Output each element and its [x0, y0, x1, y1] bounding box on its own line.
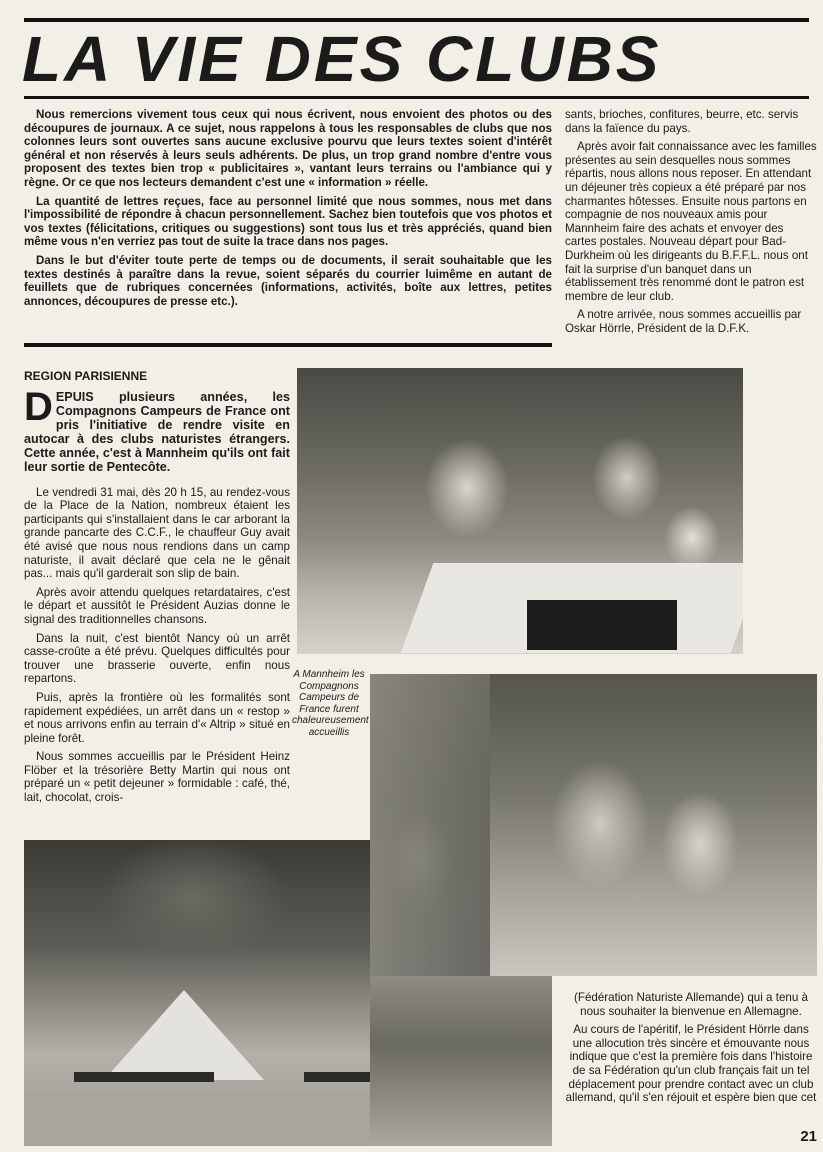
masthead-title: LA VIE DES CLUBS	[22, 23, 662, 95]
lead-text: EPUIS plusieurs années, les Compagnons Campeurs de France ont pris l'initiative de rendre visite en autocar à des clubs naturistes étrangers. Cette année, c'est à Mannheim qu'ils ont fait leur sortie de Pentecôte.	[24, 389, 290, 474]
editorial-paragraph-2: La quantité de lettres reçues, face au personnel limité que nous sommes, nous met dans l'impossibilité de répondre à chacun personnellement. Sachez bien toutefois que vos photos et vos textes (félicitations, critiques ou suggestions) sont tous lus et très appréciés, quand bien même vous n'en verriez pas tout de suite la trace dans nos pages.	[24, 194, 552, 249]
article-paragraph-1: Le vendredi 31 mai, dès 20 h 15, au rendez-vous de la Place de la Nation, nombreux étaient les participants qui s'installaient dans le car arborant la grande pancarte des C.C.F., le chauffeur Guy avait été avisé que nous nous rendions dans un camp naturiste, il avait déclaré que cela ne le gênait pas... mais qu'il garderait son slip de bain.	[24, 485, 290, 581]
photo-radio-shape	[527, 600, 677, 650]
bottom-right-paragraph-1: (Fédération Naturiste Allemande) qui a tenu à nous souhaiter la bienvenue en Allemagne.	[574, 991, 808, 1018]
bottom-right-paragraph-2: Au cours de l'apéritif, le Président Hörrle dans une allocution très sincère et émouvante nous indique que c'est la première fois dans l'histoire de sa Fédération qu'un club français fait un tel déplacement pour prendre contact avec un club allemand, qu'il s'en réjouit et espère bien que cet	[565, 1023, 817, 1105]
photo-group-at-table	[297, 368, 743, 654]
right-paragraph-1: sants, brioches, confitures, beurre, etc. servis dans la faïence du pays.	[565, 108, 799, 135]
right-paragraph-2: Après avoir fait connaissance avec les familles présentes au sein desquelles nous sommes répartis, nous allons nous reposer. En attendant un déjeuner très copieux a été préparé par nos charmantes hôtesses. Ensuite nous partons en compagnie de nos nouveaux amis pour Mannheim faire des achats et envoyer des cartes postales. Nouveau départ pour Bad-Durkheim où les dirigeants du B.F.F.L. nous ont fait la surprise d'un banquet dans un établissement très renommé dont le patron est membre de leur club.	[565, 140, 817, 303]
article-left-column	[24, 370, 290, 810]
ping-pong-table-right	[304, 1072, 370, 1082]
photo-campground-ping-pong	[24, 840, 370, 1146]
section-divider-rule	[24, 343, 552, 347]
article-paragraph-4: Puis, après la frontière où les formalités sont rapidement expédiées, un arrêt dans un « restop » et nous arrivons enfin au terrain d'« Altrip » situé en pleine forêt.	[24, 690, 290, 745]
page-number: 21	[800, 1128, 817, 1145]
photo-tent-triangle	[104, 990, 264, 1080]
ping-pong-table-left	[74, 1072, 214, 1082]
article-paragraph-2: Après avoir attendu quelques retardataires, c'est le départ et aussitôt le Président Auzias donne le signal des traditionnelles chansons.	[24, 585, 290, 626]
photo-grass-shape	[24, 1090, 370, 1146]
article-right-column-bottom	[565, 991, 817, 1110]
photo-tent-shape	[370, 674, 490, 976]
masthead-underline	[24, 96, 809, 99]
article-paragraph-5: Nous sommes accueillis par le Président Heinz Flöber et la trésorière Betty Martin qui nous ont préparé un « petit dejeuner » formidable : café, thé, lait, chocolat, crois-	[24, 750, 290, 805]
article-right-column-top	[565, 108, 817, 341]
editorial-paragraph-3: Dans le but d'éviter toute perte de temps ou de documents, il serait souhaitable que les textes destinés à paraître dans la revue, soient séparés du courrier luimême en autant de feuillets que de rubriques concernées (informations, activités, boîte aux lettres, petites annonces, découpures de presse etc.).	[24, 253, 552, 308]
top-rule	[24, 18, 809, 22]
photo-group-seated-outdoors	[370, 674, 817, 976]
right-paragraph-3: A notre arrivée, nous sommes accueillis par Oskar Hörrle, Président de la D.F.K.	[565, 308, 802, 335]
section-heading: REGION PARISIENNE	[24, 369, 148, 383]
editorial-notice	[24, 108, 552, 313]
drop-cap: D	[24, 384, 53, 429]
photo-caption: A Mannheim les Compagnons Campeurs de France furent chaleureusement accueillis	[292, 669, 369, 738]
editorial-paragraph-1: Nous remercions vivement tous ceux qui nous écrivent, nous envoient des photos ou des découpures de journaux. A ce sujet, nous rappelons à tous les responsables de clubs que nos colonnes leurs sont ouvertes sans aucune exclusive pourvu que leurs textes soient d'intérêt général et non réservés à leurs seuls adhérents. De plus, un trop grand nombre d'entre vous proposent des textes bien trop « publicitaires », vantant leurs terrains ou l'ambiance qui y règne. Or ce que nos lecteurs demandent c'est une « information » réelle.	[24, 108, 552, 189]
photo-campground-continuation	[370, 976, 552, 1146]
article-lead	[24, 384, 290, 474]
article-paragraph-3: Dans la nuit, c'est bientôt Nancy où un arrêt casse-croûte a été prévu. Quelques difficultés pour trouver une brasserie ouverte, enfin nous repartons.	[24, 631, 290, 686]
